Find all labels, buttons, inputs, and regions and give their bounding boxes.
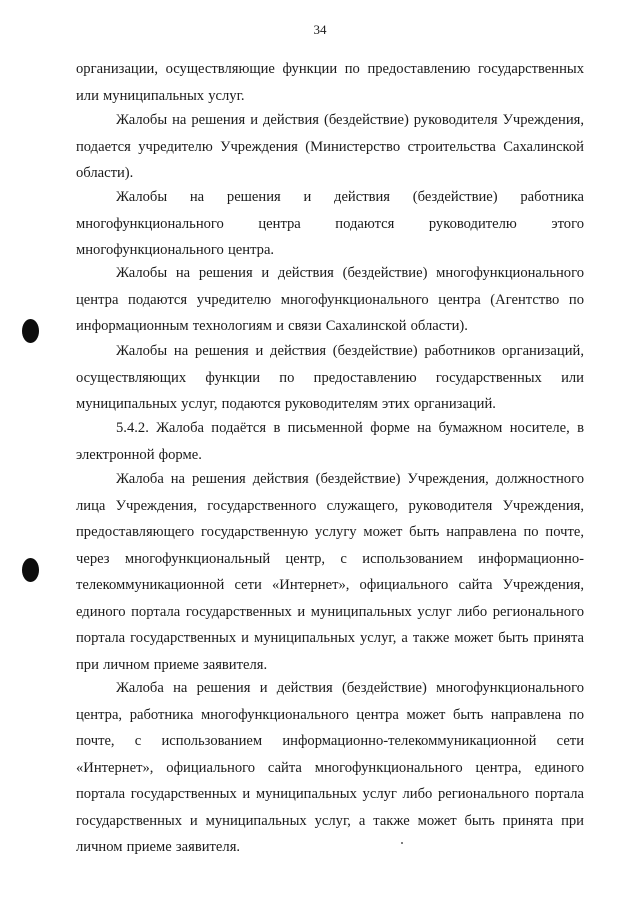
paragraph-3: Жалобы на решения и действия (бездействие) работника многофункционального центра подаются руководителю этого многофункционального центра.: [76, 189, 584, 258]
page-number: 34: [313, 22, 327, 37]
paragraph-7: Жалоба на решения действия (бездействие) Учреждения, должностного лица Учреждения, государственного служащего, руководителя Учреждения, предоставляющего государственную услугу может быть направлена по почте, через многофункциональный центр, с использованием информационно-телекоммуникационной сети «Интернет», официального сайта Учреждения, единого портала государственных и муниципальных услуг либо регионального портала государственных и муниципальных услуг, а также может быть принята при личном приеме заявителя.: [76, 471, 584, 673]
paragraph-6: 5.4.2. Жалоба подаётся в письменной форме на бумажном носителе, в электронной форме.: [76, 420, 584, 463]
paragraph-8: Жалоба на решения и действия (бездействие) многофункционального центра, работника многофункционального центра может быть направлена по почте, с использованием информационно-телекоммуникационной сети «Интернет», официального сайта многофункционального центра, единого портала государственных и муниципальных услуг либо регионального портала государственных и муниципальных услуг, а также может быть принята при личном приеме заявителя.: [76, 680, 584, 855]
punch-hole-top: [22, 319, 39, 343]
punch-hole-bottom: [22, 558, 39, 582]
paragraph-2: Жалобы на решения и действия (бездействие) руководителя Учреждения, подается учредителю Учреждения (Министерство строительства Сахалинской области).: [76, 112, 584, 181]
paragraph-4: Жалобы на решения и действия (бездействие) многофункционального центра подаются учредителю многофункционального центра (Агентство по информационным технологиям и связи Сахалинской области).: [76, 265, 584, 334]
paragraph-1: организации, осуществляющие функции по предоставлению государственных или муниципальных услуг.: [76, 61, 584, 104]
paragraph-5: Жалобы на решения и действия (бездействие) работников организаций, осуществляющих функции по предоставлению государственных или муниципальных услуг, подаются руководителям этих организаций.: [76, 343, 584, 412]
